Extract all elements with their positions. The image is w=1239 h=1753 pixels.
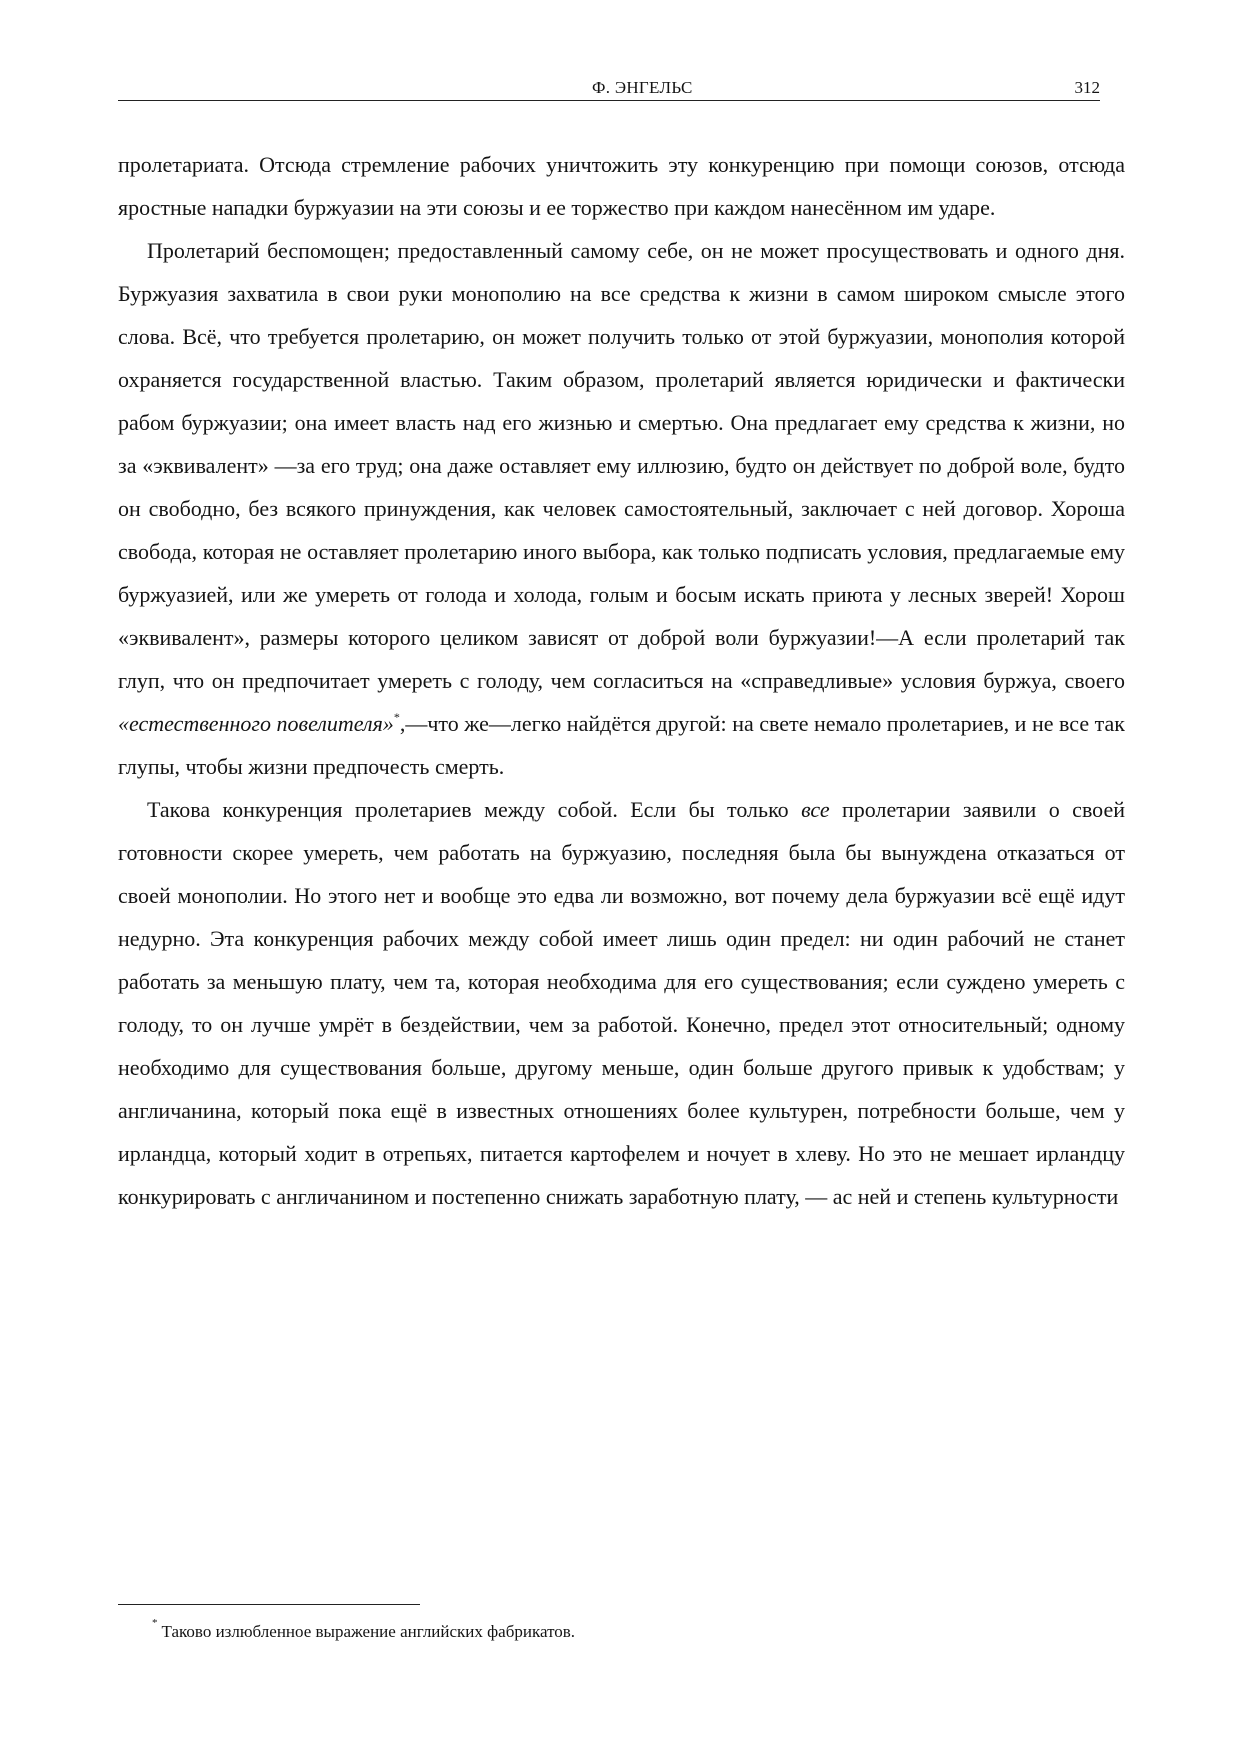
main-text <box>118 143 1125 1218</box>
paragraph-3-text-end: пролетарии заявили о своей готовности скорее умереть, чем работать на буржуазию, последняя была бы вынуждена отказаться от своей монополии. Но этого нет и вообще это едва ли возможно, вот почему дела буржуазии всё ещё идут недурно. Эта конкуренция рабочих между собой имеет лишь один предел: ни один рабочий не станет работать за меньшую плату, чем та, которая необходима для его существования; если суждено умереть с голоду, то он лучше умрёт в бездействии, чем за работой. Конечно, предел этот относительный; одному необходимо для существования больше, другому меньше, один больше другого привык к удобствам; у англичанина, который пока ещё в известных отношениях более культурен, потребности больше, чем у ирландца, который ходит в отрепьях, питается картофелем и ночует в хлеву. Но это не мешает ирландцу конкурировать с англичанином и постепенно снижать заработную плату, — ас ней и степень культурности <box>118 797 1125 1209</box>
paragraph-3 <box>118 788 1125 1218</box>
paragraph-2-text-start: Пролетарий беспомощен; предоставленный самому себе, он не может просуществовать и одного дня. Буржуазия захватила в свои руки монополию на все средства к жизни в самом широком смысле этого слова. Всё, что требуется пролетарию, он может получить только от этой буржуазии, монополия которой охраняется государственной властью. Таким образом, пролетарий является юридически и фактически рабом буржуазии; она имеет власть над его жизнью и смертью. Она предлагает ему средства к жизни, но за «эквивалент» —за его труд; она даже оставляет ему иллюзию, будто он действует по доброй воле, будто он свободно, без всякого принуждения, как человек самостоятельный, заключает с ней договор. Хороша свобода, которая не оставляет пролетарию иного выбора, как только подписать условия, предлагаемые ему буржуазией, или же умереть от голода и холода, голым и босым искать приюта у лесных зверей! Хорош «эквивалент», размеры которого целиком зависят от доброй воли буржуазии!—А если пролетарий так глуп, что он предпочитает умереть с голоду, чем согласиться на «справедливые» условия буржуа, своего <box>118 238 1125 693</box>
paragraph-1: пролетариата. Отсюда стремление рабочих уничтожить эту конкуренцию при помощи союзов, отсюда яростные нападки буржуазии на эти союзы и ее торжество при каждом нанесённом им ударе. <box>118 152 1125 220</box>
paragraph-2 <box>118 229 1125 788</box>
paragraph-2-text-end: ,—что же—легко найдётся другой: на свете немало пролетариев, и не все так глупы, чтобы жизни предпочесть смерть. <box>118 711 1125 779</box>
footnote-marker: * <box>152 1617 158 1629</box>
footnote-text: Таково излюбленное выражение английских фабрикатов. <box>161 1622 576 1641</box>
italic-word-all: все <box>801 797 830 822</box>
running-head-author: Ф. ЭНГЕЛЬС <box>592 78 693 97</box>
italic-phrase-natural-master: «естественного повелителя» <box>118 711 394 736</box>
paragraph-3-text-start: Такова конкуренция пролетариев между собой. Если бы только <box>147 797 802 822</box>
footnote <box>152 1617 576 1642</box>
footnote-separator <box>118 1604 420 1605</box>
footnote-reference-marker[interactable]: * <box>393 710 400 724</box>
page-number: 312 <box>1074 78 1100 97</box>
page-header <box>118 74 1100 101</box>
